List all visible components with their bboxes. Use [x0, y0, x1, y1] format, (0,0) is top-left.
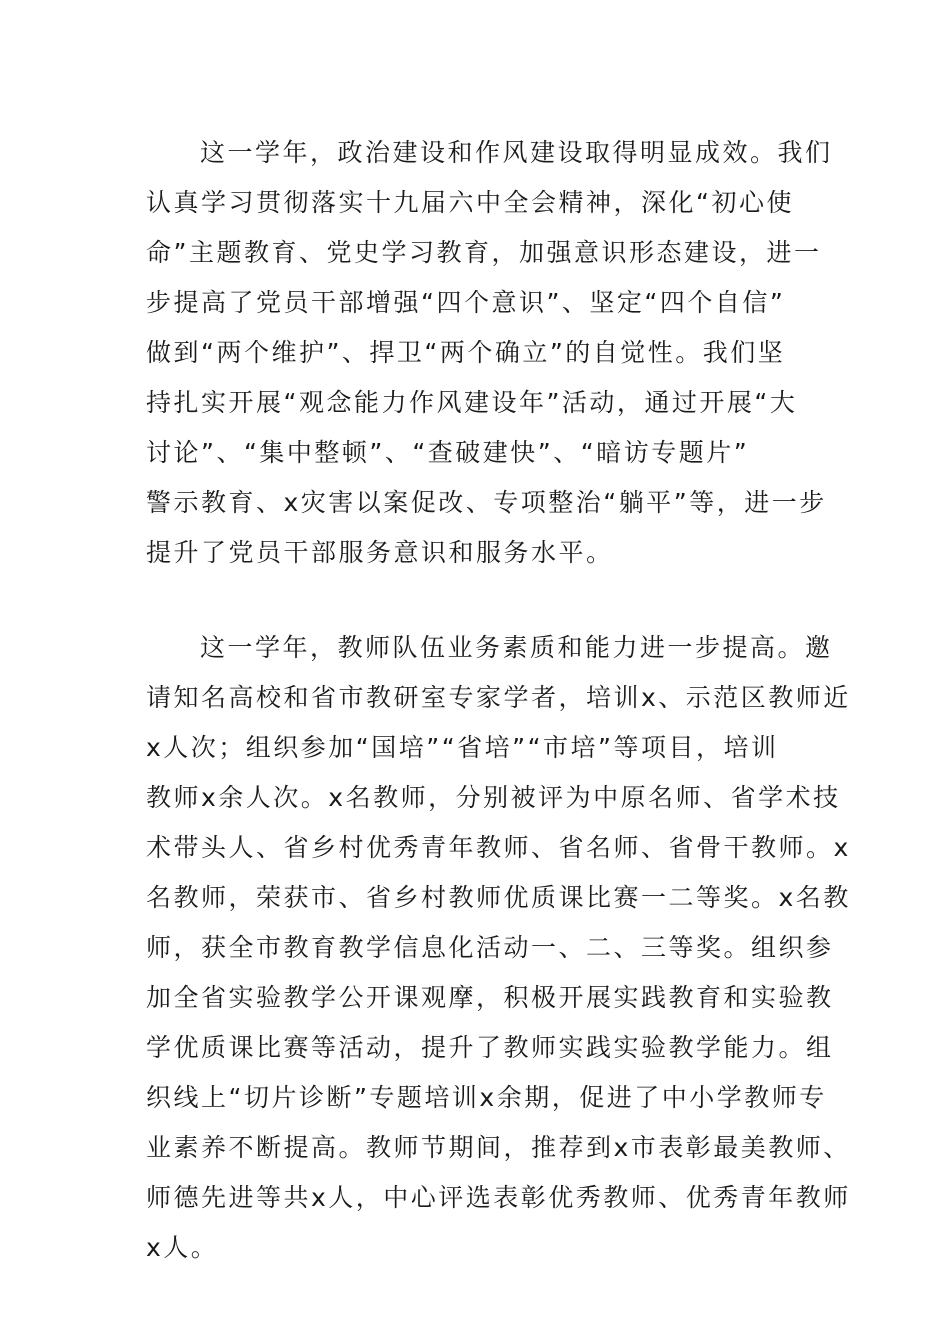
text-line: 师，获全市教育教学信息化活动一、二、三等奖。组织参 [146, 933, 834, 962]
text-line: 命”主题教育、党史学习教育，加强意识形态建设，进一 [146, 238, 822, 267]
text-line: 做到“两个维护”、捍卫“两个确立”的自觉性。我们坚 [146, 338, 786, 367]
text-line: 教师x余人次。x名教师，分别被评为中原名师、省学术技 [146, 783, 841, 812]
text-line: 步提高了党员干部增强“四个意识”、坚定“四个自信” [146, 288, 786, 317]
text-line: 织线上“切片诊断”专题培训x余期，促进了中小学教师专 [146, 1083, 827, 1112]
text-line: 警示教育、x灾害以案促改、专项整治“躺平”等，进一步 [146, 488, 827, 517]
text-line: 名教师，荣获市、省乡村教师优质课比赛一二等奖。x名教 [146, 883, 851, 912]
text-line: 术带头人、省乡村优秀青年教师、省名师、省骨干教师。x [146, 833, 851, 862]
text-line: 学优质课比赛等活动，提升了教师实践实验教学能力。组 [146, 1033, 834, 1062]
text-line: x人。 [146, 1233, 219, 1262]
text-line: 提升了党员干部服务意识和服务水平。 [146, 538, 614, 567]
text-line: x人次；组织参加“国培”“省培”“市培”等项目，培训 [146, 733, 779, 762]
text-line: 认真学习贯彻落实十九届六中全会精神，深化“初心使 [146, 188, 794, 217]
paragraph-political-construction [146, 128, 833, 578]
text-line: 这一学年，教师队伍业务素质和能力进一步提高。邀 [200, 633, 833, 662]
text-line: 这一学年，政治建设和作风建设取得明显成效。我们 [200, 138, 833, 167]
text-line: 请知名高校和省市教研室专家学者，培训x、示范区教师近 [146, 683, 851, 712]
text-line: 讨论”、“集中整顿”、“查破建快”、“暗访专题片” [146, 438, 750, 467]
text-line: 加全省实验教学公开课观摩，积极开展实践教育和实验教 [146, 983, 834, 1012]
paragraph-teacher-quality [146, 623, 851, 1273]
text-line: 持扎实开展“观念能力作风建设年”活动，通过开展“大 [146, 388, 798, 417]
text-line: 师德先进等共x人，中心评选表彰优秀教师、优秀青年教师 [146, 1183, 851, 1212]
text-line: 业素养不断提高。教师节期间，推荐到x市表彰最美教师、 [146, 1133, 851, 1162]
